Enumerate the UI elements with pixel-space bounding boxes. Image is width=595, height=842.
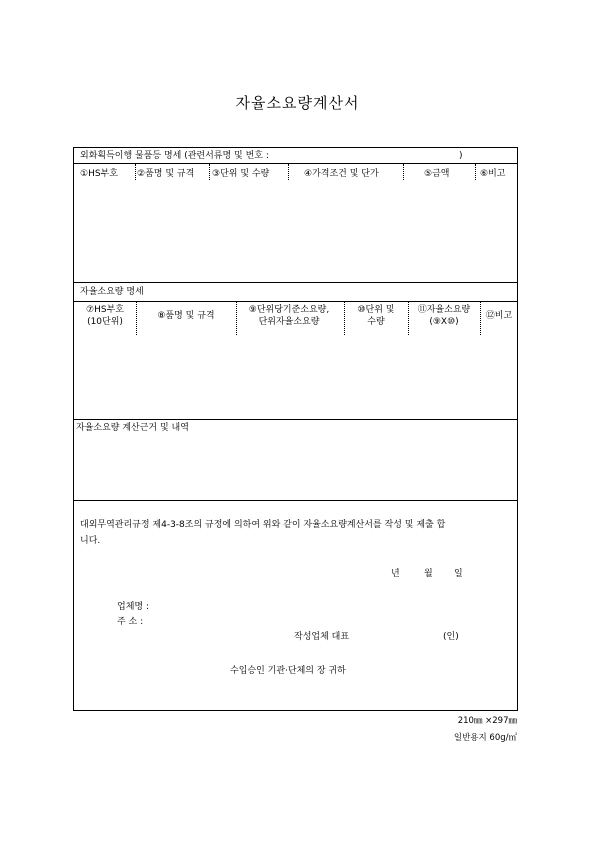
col2-remarks: ⑫비고 bbox=[485, 311, 513, 321]
date-year: 년 bbox=[391, 569, 400, 579]
company-name-label: 업체명 : bbox=[117, 602, 149, 612]
col-price-terms: ④가격조건 및 단가 bbox=[304, 169, 379, 179]
col2-hs-code: ⑦HS부호 (10단위) bbox=[86, 305, 124, 327]
paper-size: 210㎜ ×297㎜ bbox=[457, 716, 517, 726]
page-title: 자율소요량계산서 bbox=[235, 94, 360, 112]
date-day: 일 bbox=[454, 569, 463, 579]
seal-mark: (인) bbox=[443, 632, 459, 642]
section3-header: 자율소요량 계산근거 및 내역 bbox=[76, 423, 189, 433]
address-label: 주 소 : bbox=[117, 617, 144, 627]
col2-standard-qty: ⑨단위당기준소요량, 단위자율소요량 bbox=[248, 305, 330, 327]
representative-label: 작성업체 대표 bbox=[294, 632, 350, 642]
divider bbox=[74, 163, 517, 164]
date-month: 월 bbox=[424, 569, 433, 579]
section2-header: 자율소요량 명세 bbox=[80, 287, 144, 297]
col-item-spec: ②품명 및 규격 bbox=[137, 169, 195, 179]
col-unit-qty: ③단위 및 수량 bbox=[212, 169, 270, 179]
col-amount: ⑤금액 bbox=[424, 169, 450, 179]
declaration-line2: 니다. bbox=[80, 536, 101, 546]
col2-item-spec: ⑧품명 및 규격 bbox=[157, 311, 215, 321]
declaration-line1: 대외무역관리규정 제4-3-8조의 규정에 의하여 위와 같이 자율소요량계산서를 작성 및 제출 합 bbox=[80, 520, 446, 530]
col2-unit-qty: ⑩단위 및 수량 bbox=[357, 305, 395, 327]
col2-voluntary-qty: ⑪자율소요량 (⑨X⑩) bbox=[417, 305, 471, 327]
col-remarks: ⑥비고 bbox=[480, 169, 506, 179]
paper-type: 일반용지 60g/㎡ bbox=[453, 733, 517, 743]
col-hs-code: ①HS부호 bbox=[80, 169, 118, 179]
section1-header-close: ) bbox=[459, 151, 463, 161]
addressee: 수입승인 기관·단체의 장 귀하 bbox=[230, 666, 346, 676]
section1-header: 외화획득이행 물품등 명세 (관련서류명 및 번호 : bbox=[80, 151, 269, 161]
calculation-form bbox=[73, 147, 518, 711]
